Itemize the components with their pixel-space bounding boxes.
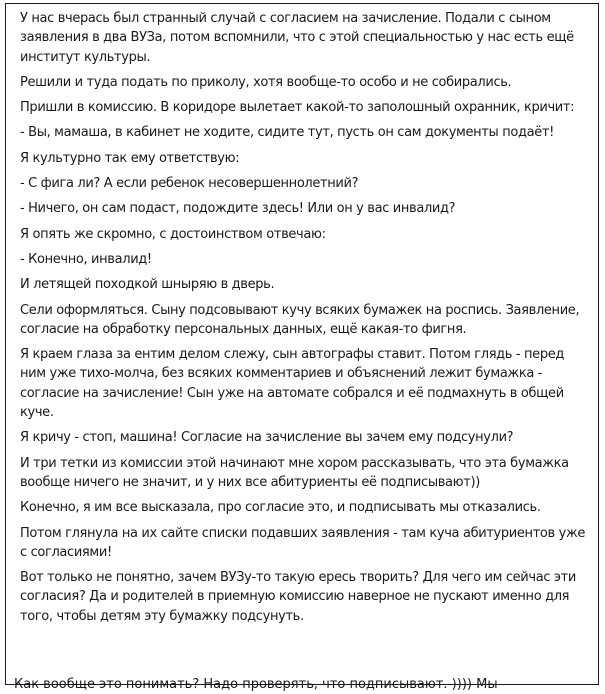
paragraph-10: И летящей походкой шныряю в дверь. xyxy=(20,277,275,293)
post-frame xyxy=(5,3,599,685)
paragraph-1: У нас вчерась был странный случай с согласием на зачисление. Подали с сыном заявления в два ВУЗа, потом вспомнили, что с этой специальностью у нас есть ещё институт культуры. xyxy=(20,11,574,65)
post-body xyxy=(20,9,586,632)
paragraph-11: Сели оформляться. Сыну подсовывают кучу всяких бумажек на роспись. Заявление, согласие на обработку персональных данных, ещё какая-то фигня. xyxy=(20,302,580,337)
paragraph-5: Я культурно так ему ответствую: xyxy=(20,150,240,166)
paragraph-2: Решили и туда подать по приколу, хотя вообще-то особо и не собирались. xyxy=(20,74,512,90)
cutoff-text-line xyxy=(14,675,574,692)
paragraph-8: Я опять же скромно, с достоинством отвечаю: xyxy=(20,226,326,242)
paragraph-3: Пришли в комиссию. В коридоре вылетает какой-то заполошный охранник, кричит: xyxy=(20,100,575,116)
paragraph-7: - Ничего, он сам подаст, подождите здесь! Или он у вас инвалид? xyxy=(20,201,456,217)
paragraph-9: - Конечно, инвалид! xyxy=(20,251,152,267)
paragraph-16: Потом глянула на их сайте списки подавших заявления - там куча абитуриентов уже с согласиями! xyxy=(20,525,585,560)
paragraph-6: - С фига ли? А если ребенок несовершеннолетний? xyxy=(20,176,359,192)
paragraph-13: Я кричу - стоп, машина! Согласие на зачисление вы зачем ему подсунули? xyxy=(20,430,514,446)
paragraph-14: И три тетки из комиссии этой начинают мне хором рассказывать, что эта бумажка вообще ничего не значит, и у них все абитуриенты её подписывают)) xyxy=(20,455,569,490)
paragraph-17: Вот только не понятно, зачем ВУЗу-то такую ересь творить? Для чего им сейчас эти согласия? Да и родителей в приемную комиссию наверное не пускают именно для того, чтобы детям эту бумажку подсунуть. xyxy=(20,570,577,624)
paragraph-4: - Вы, мамаша, в кабинет не ходите, сидите тут, пусть он сам документы подаёт! xyxy=(20,125,554,141)
cutoff-text: Как вообще это понимать? Надо проверять, что подписывают. )))) Мы xyxy=(14,677,498,692)
paragraph-15: Конечно, я им все высказала, про согласие это, и подписывать мы отказались. xyxy=(20,500,541,516)
paragraph-12: Я краем глаза за ентим делом слежу, сын автографы ставит. Потом глядь - перед ним уже тихо-молча, без всяких комментариев и объяснений лежит бумажка - согласие на зачисление! Сын уже на автомате собрался и её подмахнуть в общей куче. xyxy=(20,347,565,421)
